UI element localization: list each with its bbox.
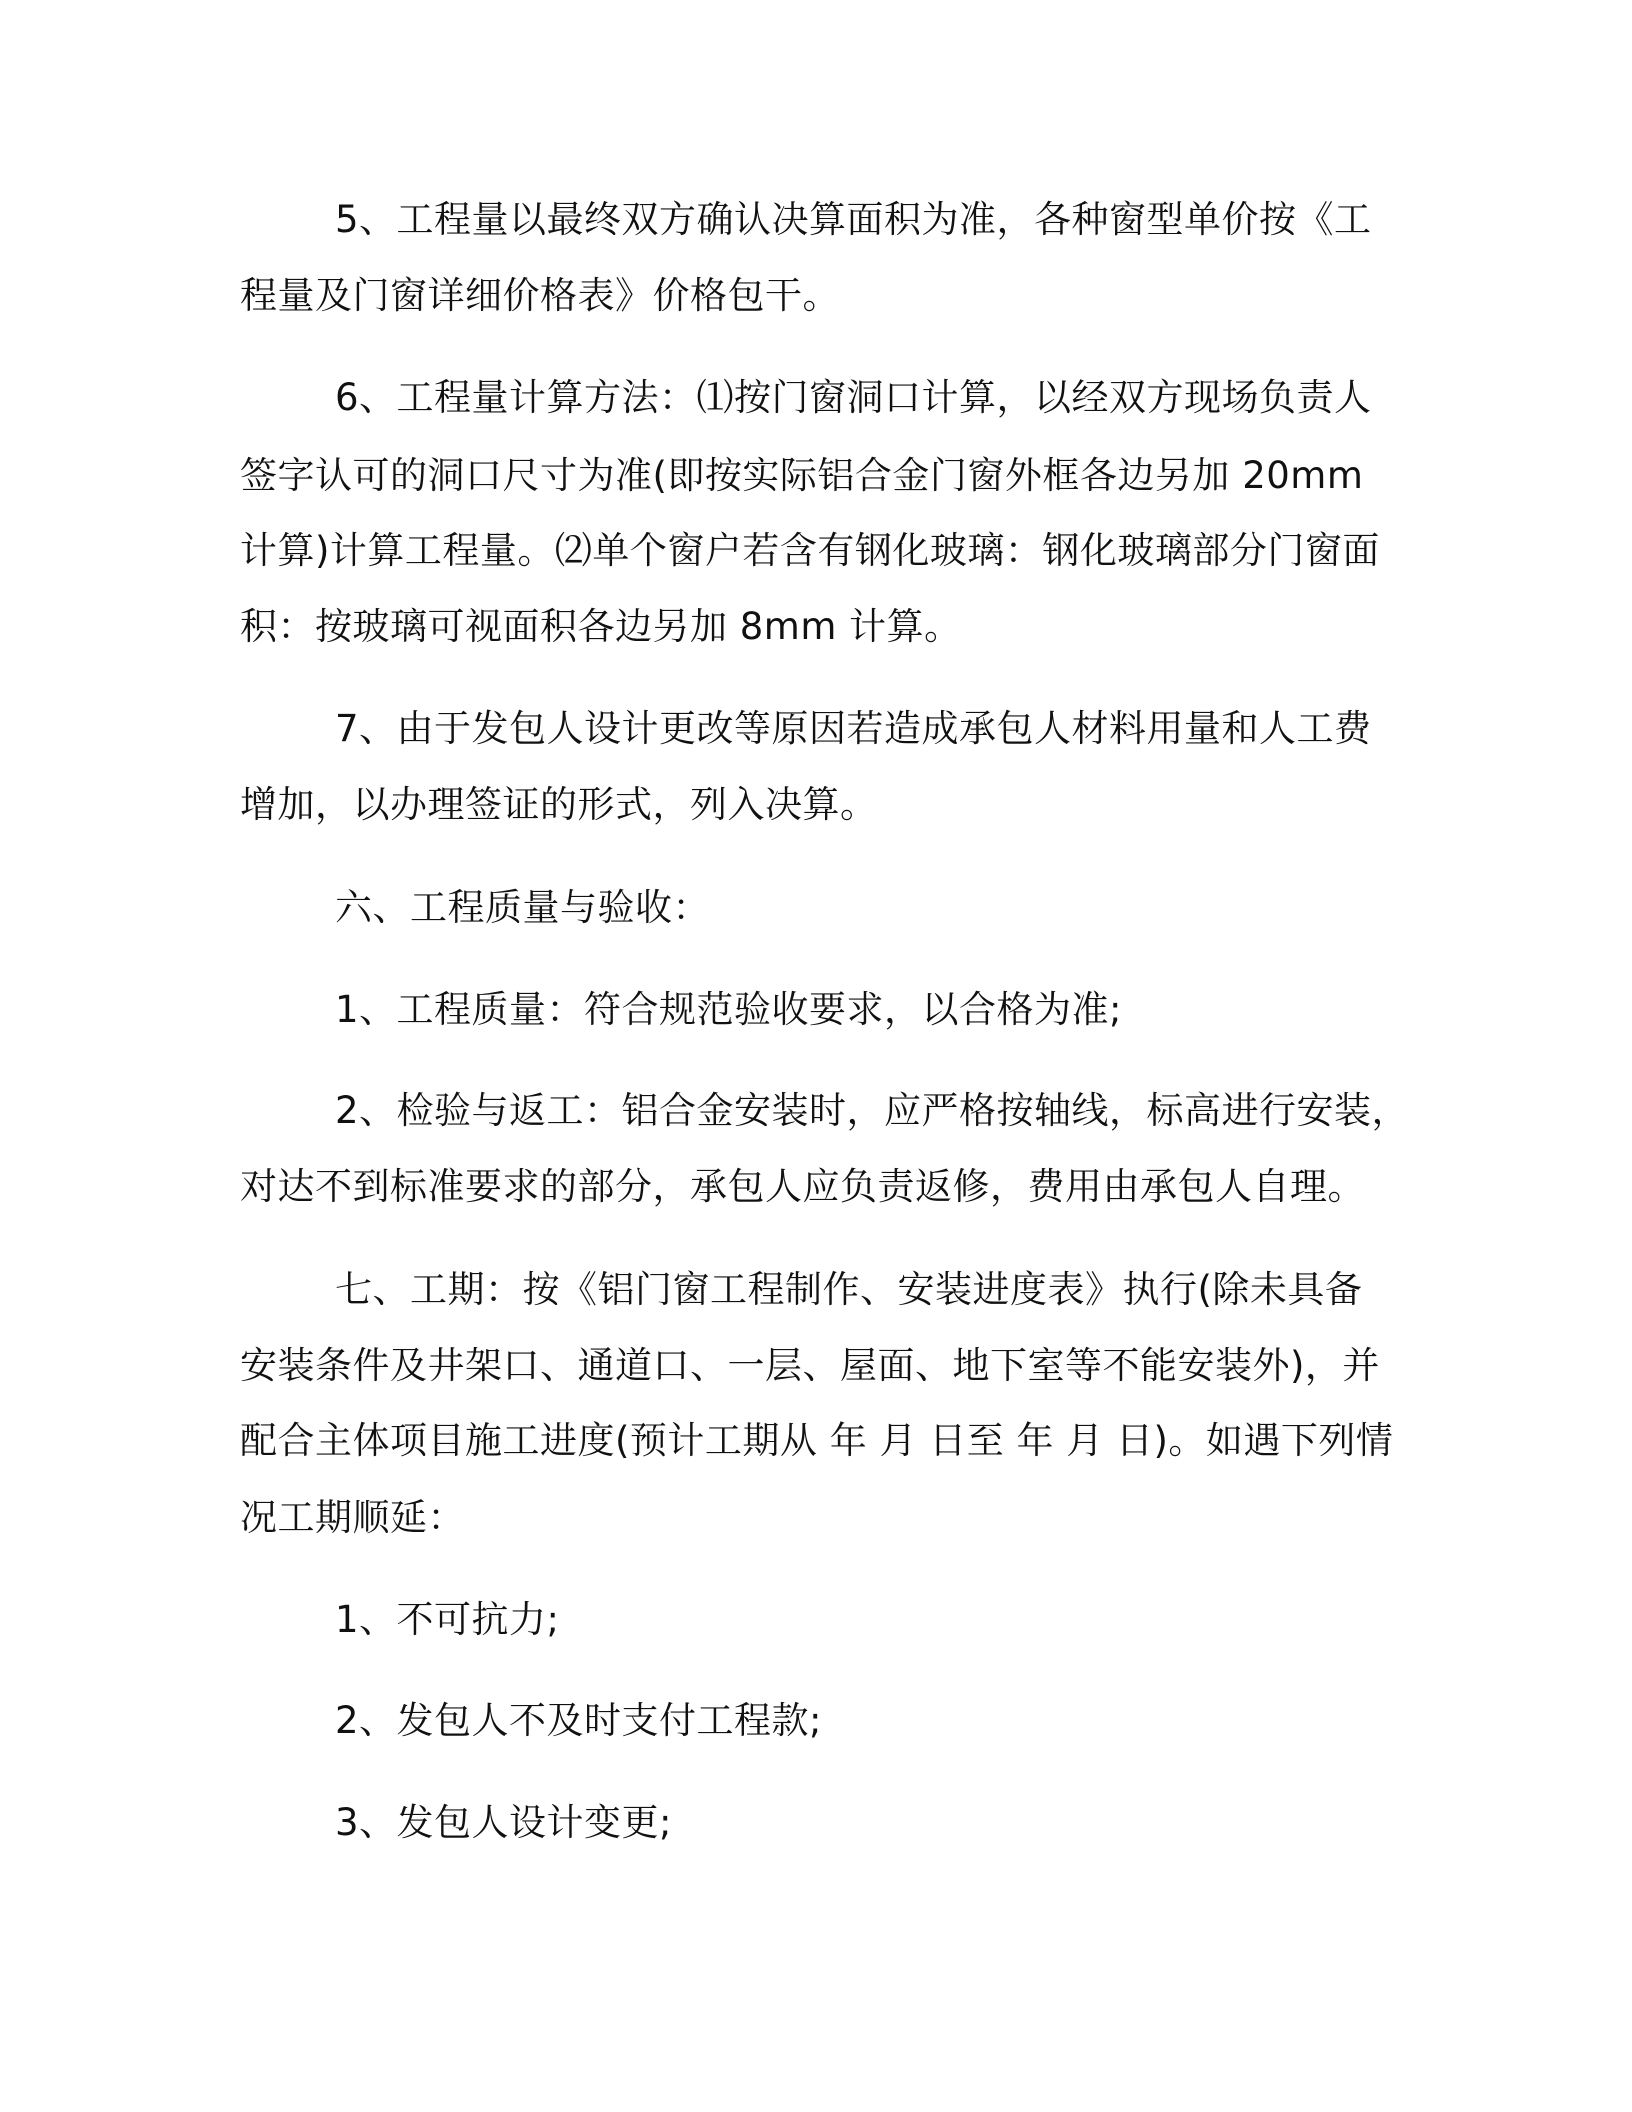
- clause-6-line-4: 积：按玻璃可视面积各边另加 8mm 计算。: [240, 605, 962, 648]
- section-6-heading: 六、工程质量与验收：: [335, 886, 710, 929]
- clause-7-line-1: 7、由于发包人设计更改等原因若造成承包人材料用量和人工费: [335, 707, 1372, 750]
- delay-item-1: 1、不可抗力;: [335, 1598, 560, 1641]
- clause-6-line-2: 签字认可的洞口尺寸为准(即按实际铝合金门窗外框各边另加 20mm: [240, 454, 1364, 497]
- section-7-line-2: 安装条件及井架口、通道口、一层、屋面、地下室等不能安装外)，并: [240, 1344, 1380, 1387]
- section-7-line-3: 配合主体项目施工进度(预计工期从 年 月 日至 年 月 日)。如遇下列情: [240, 1419, 1394, 1462]
- delay-item-2: 2、发包人不及时支付工程款;: [335, 1699, 823, 1742]
- clause-6-line-3: 计算)计算工程量。⑵单个窗户若含有钢化玻璃：钢化玻璃部分门窗面: [240, 529, 1380, 572]
- quality-item-2-line-2: 对达不到标准要求的部分，承包人应负责返修，费用由承包人自理。: [240, 1165, 1365, 1208]
- section-7-line-1: 七、工期：按《铝门窗工程制作、安装进度表》执行(除未具备: [335, 1268, 1363, 1311]
- section-7-line-4: 况工期顺延：: [240, 1496, 465, 1539]
- quality-item-2-line-1: 2、检验与返工：铝合金安装时，应严格按轴线，标高进行安装，: [335, 1089, 1410, 1132]
- clause-7-line-2: 增加，以办理签证的形式，列入决算。: [240, 783, 878, 826]
- delay-item-3: 3、发包人设计变更;: [335, 1801, 673, 1844]
- clause-5-line-2: 程量及门窗详细价格表》价格包干。: [240, 274, 840, 317]
- clause-6-line-1: 6、工程量计算方法：⑴按门窗洞口计算，以经双方现场负责人: [335, 376, 1372, 419]
- quality-item-1: 1、工程质量：符合规范验收要求，以合格为准;: [335, 988, 1123, 1031]
- clause-5-line-1: 5、工程量以最终双方确认决算面积为准，各种窗型单价按《工: [335, 198, 1372, 241]
